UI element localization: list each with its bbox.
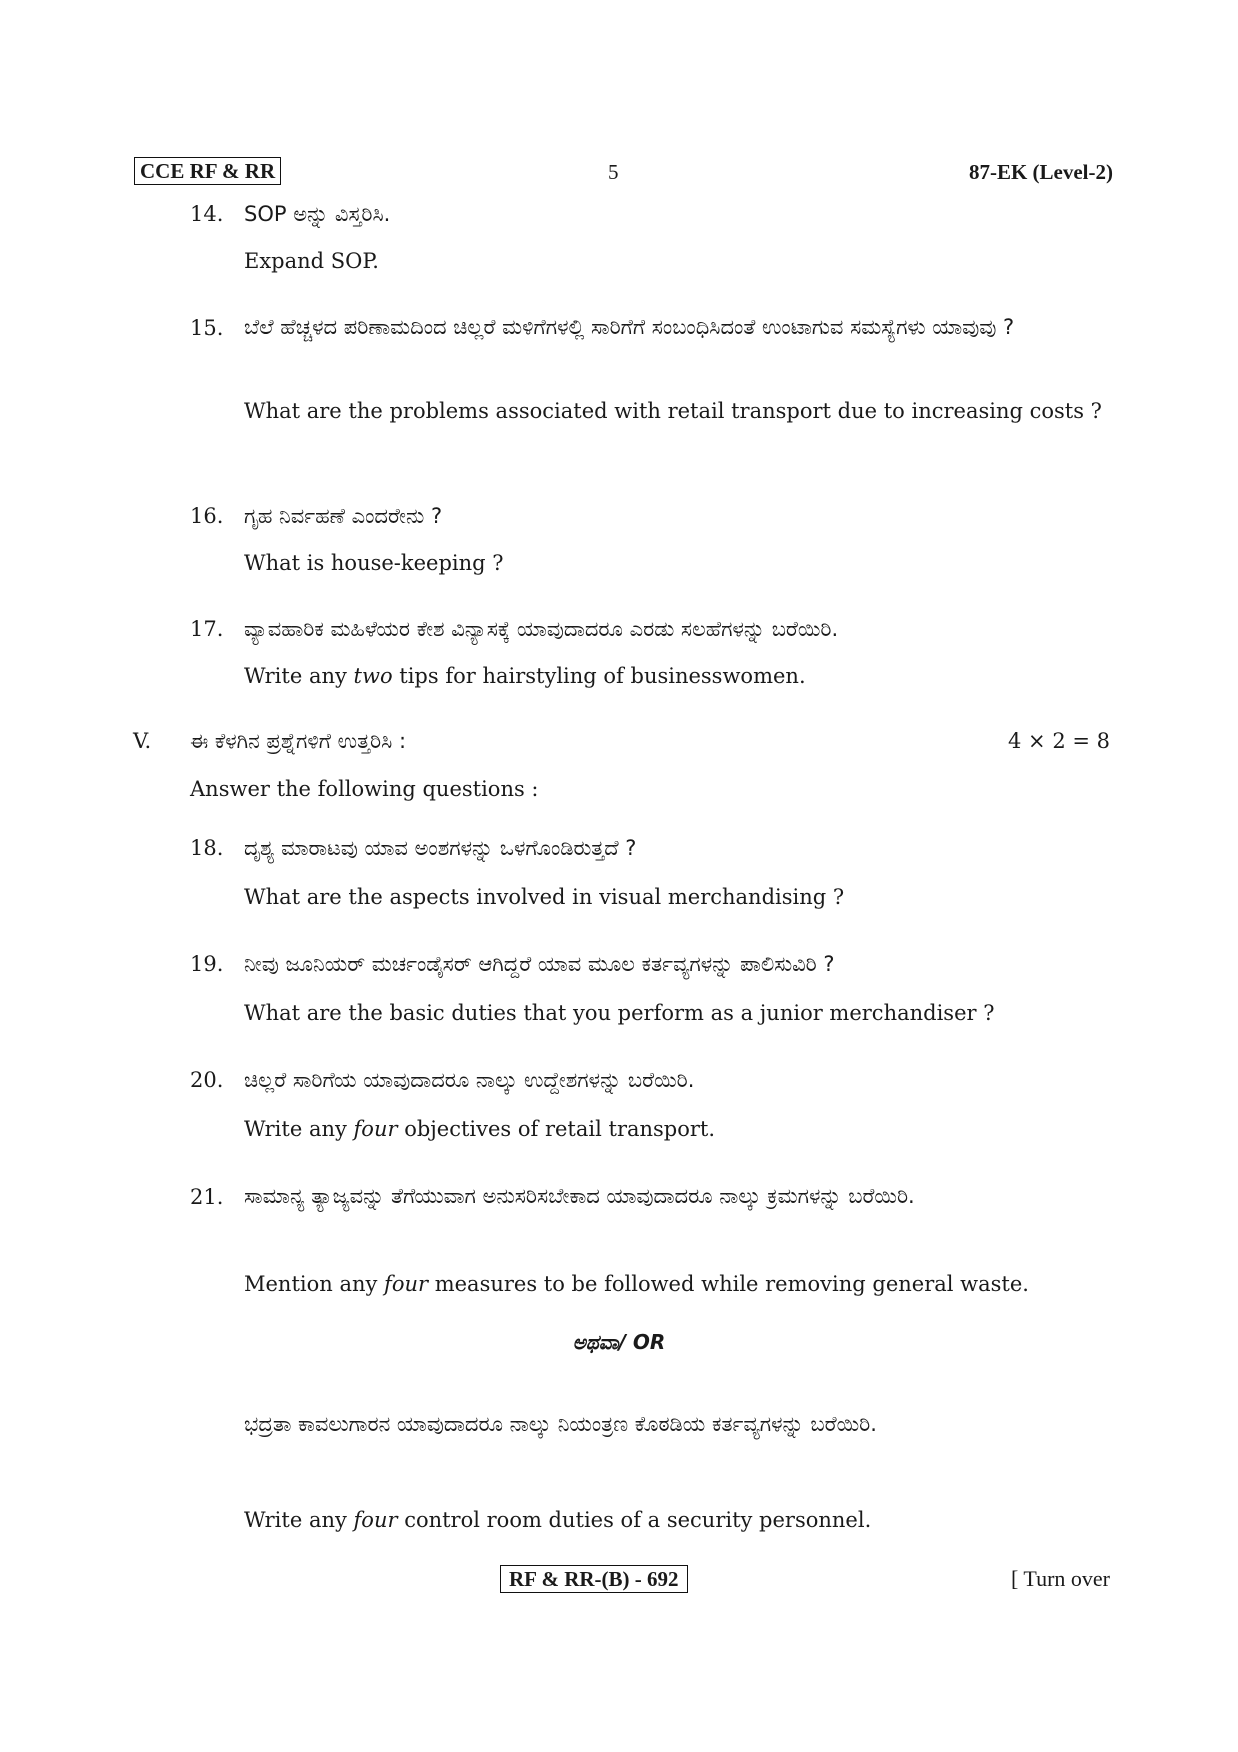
- question-number: 16.: [190, 504, 224, 528]
- question-number: 15.: [190, 316, 224, 340]
- question-english: Expand SOP.: [244, 249, 379, 273]
- question-number: 17.: [190, 617, 224, 641]
- question-kannada: ಚಿಲ್ಲರೆ ಸಾರಿಗೆಯ ಯಾವುದಾದರೂ ನಾಲ್ಕು ಉದ್ದೇಶಗಳನ್ನು ಬರೆಯಿರಿ.: [244, 1068, 695, 1092]
- question-english: Write any two tips for hairstyling of businesswomen.: [244, 664, 806, 688]
- question-kannada: ಬೆಲೆ ಹೆಚ್ಚಳದ ಪರಿಣಾಮದಿಂದ ಚಿಲ್ಲರೆ ಮಳಿಗೆಗಳಲ್ಲಿ ಸಾರಿಗೆಗೆ ಸಂಬಂಧಿಸಿದಂತೆ ಉಂಟಾಗುವ ಸಮಸ್ಯೆಗಳು ಯಾವುವು ?: [244, 315, 1015, 339]
- question-english: What are the problems associated with retail transport due to increasing costs ?: [244, 399, 1102, 423]
- question-kannada: ಗೃಹ ನಿರ್ವಹಣೆ ಎಂದರೇನು ?: [244, 504, 443, 528]
- question-english: What are the basic duties that you perform as a junior merchandiser ?: [244, 1001, 995, 1025]
- question-number: 18.: [190, 836, 224, 860]
- question-kannada-alt: ಭದ್ರತಾ ಕಾವಲುಗಾರನ ಯಾವುದಾದರೂ ನಾಲ್ಕು ನಿಯಂತ್ರಣ ಕೊಠಡಿಯ ಕರ್ತವ್ಯಗಳನ್ನು ಬರೆಯಿರಿ.: [244, 1412, 877, 1436]
- question-english: Write any four objectives of retail transport.: [244, 1117, 716, 1141]
- question-english: Mention any four measures to be followed while removing general waste.: [244, 1272, 1029, 1296]
- section-heading-english: Answer the following questions :: [190, 777, 539, 801]
- question-kannada: ವ್ಯಾವಹಾರಿಕ ಮಹಿಳೆಯರ ಕೇಶ ವಿನ್ಯಾಸಕ್ಕೆ ಯಾವುದಾದರೂ ಎರಡು ಸಲಹೆಗಳನ್ನು ಬರೆಯಿರಿ.: [244, 617, 839, 641]
- or-separator: ಅಥವಾ/ OR: [572, 1330, 666, 1354]
- question-number: 20.: [190, 1068, 224, 1092]
- section-roman: V.: [133, 729, 152, 753]
- question-number: 19.: [190, 952, 224, 976]
- section-marks: 4 × 2 = 8: [1008, 729, 1110, 753]
- question-number: 21.: [190, 1185, 224, 1209]
- paper-code: 87-EK (Level-2): [968, 160, 1113, 184]
- question-english: What is house-keeping ?: [244, 551, 504, 575]
- question-english-alt: Write any four control room duties of a security personnel.: [244, 1508, 872, 1532]
- question-kannada: SOP ಅನ್ನು ವಿಸ್ತರಿಸಿ.: [244, 202, 391, 226]
- question-kannada: ದೃಶ್ಯ ಮಾರಾಟವು ಯಾವ ಅಂಶಗಳನ್ನು ಒಳಗೊಂಡಿರುತ್ತದೆ ?: [244, 836, 637, 860]
- subject-code-box: CCE RF & RR: [134, 157, 281, 185]
- turn-over-label: [ Turn over: [1010, 1566, 1110, 1591]
- question-english: What are the aspects involved in visual merchandising ?: [244, 885, 845, 909]
- section-heading-kannada: ಈ ಕೆಳಗಿನ ಪ್ರಶ್ನೆಗಳಿಗೆ ಉತ್ತರಿಸಿ :: [190, 729, 407, 753]
- question-kannada: ನೀವು ಜೂನಿಯರ್ ಮರ್ಚಂಡೈಸರ್ ಆಗಿದ್ದರೆ ಯಾವ ಮೂಲ ಕರ್ತವ್ಯಗಳನ್ನು ಪಾಲಿಸುವಿರಿ ?: [244, 952, 835, 976]
- question-number: 14.: [190, 202, 224, 226]
- page-number: 5: [608, 160, 619, 184]
- footer-paper-code: RF & RR-(B) - 692: [500, 1565, 688, 1593]
- question-kannada: ಸಾಮಾನ್ಯ ತ್ಯಾಜ್ಯವನ್ನು ತೆಗೆಯುವಾಗ ಅನುಸರಿಸಬೇಕಾದ ಯಾವುದಾದರೂ ನಾಲ್ಕು ಕ್ರಮಗಳನ್ನು ಬರೆಯಿರಿ.: [244, 1184, 915, 1208]
